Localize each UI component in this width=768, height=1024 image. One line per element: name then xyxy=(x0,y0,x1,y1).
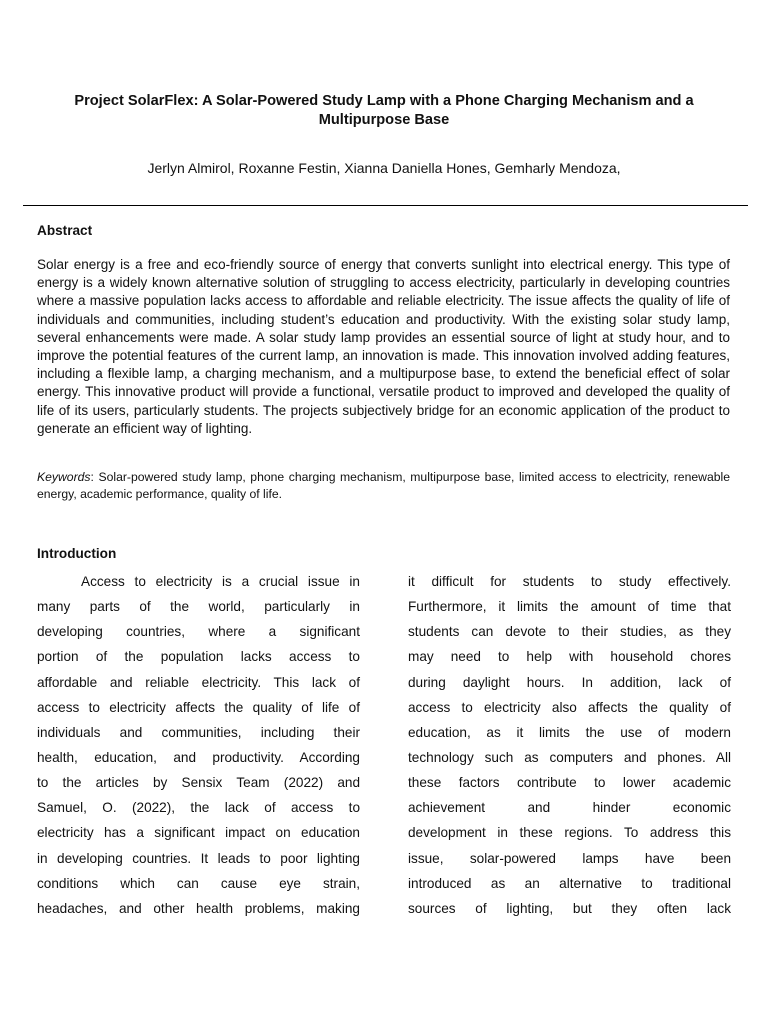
body-line: access to electricity affects the quality of life of xyxy=(37,699,360,715)
body-line: to the articles by Sensix Team (2022) and xyxy=(37,775,360,791)
keywords-text: : Solar-powered study lamp, phone charging mechanism, multipurpose base, limited access to electricity, renewable energy, academic performance, quality of life. xyxy=(37,470,730,501)
header-divider xyxy=(23,205,748,206)
body-line: development in these regions. To address this xyxy=(408,825,731,841)
body-line: electricity has a significant impact on education xyxy=(37,825,360,841)
body-line: Samuel, O. (2022), the lack of access to xyxy=(37,800,360,816)
body-line: access to electricity also affects the quality of xyxy=(408,699,731,715)
body-line: achievement and hinder economic xyxy=(408,800,731,816)
body-line: introduced as an alternative to traditional xyxy=(408,875,731,891)
body-line: portion of the population lacks access to xyxy=(37,649,360,665)
body-line: headaches, and other health problems, making xyxy=(37,900,360,916)
body-line: developing countries, where a significant xyxy=(37,624,360,640)
body-line: Access to electricity is a crucial issue in xyxy=(81,574,360,589)
body-line: issue, solar-powered lamps have been xyxy=(408,850,731,866)
keywords xyxy=(37,469,730,503)
author-list: Jerlyn Almirol, Roxanne Festin, Xianna Daniella Hones, Gemharly Mendoza, xyxy=(147,160,621,176)
body-line: students can devote to their studies, as they xyxy=(408,624,731,640)
body-line: affordable and reliable electricity. This lack of xyxy=(37,674,360,690)
introduction-left-column xyxy=(37,569,360,921)
body-line: in developing countries. It leads to poor lighting xyxy=(37,850,360,866)
abstract-heading: Abstract xyxy=(37,223,93,238)
body-line: technology such as computers and phones. All xyxy=(408,749,731,765)
body-line: Furthermore, it limits the amount of time that xyxy=(408,599,731,615)
introduction-right-column xyxy=(408,569,731,921)
body-line: education, as it limits the use of modern xyxy=(408,724,731,740)
body-line: conditions which can cause eye strain, xyxy=(37,875,360,891)
body-line: may need to help with household chores xyxy=(408,649,731,665)
body-line: many parts of the world, particularly in xyxy=(37,599,360,615)
paper-title: Project SolarFlex: A Solar-Powered Study Lamp with a Phone Charging Mechanism and a Multipurpose Base xyxy=(74,93,694,128)
body-line: health, education, and productivity. According xyxy=(37,749,360,765)
body-line: during daylight hours. In addition, lack of xyxy=(408,674,731,690)
keywords-label: Keywords xyxy=(37,470,91,484)
body-line: these factors contribute to lower academic xyxy=(408,775,731,791)
body-line: individuals and communities, including their xyxy=(37,724,360,740)
introduction-heading: Introduction xyxy=(37,546,117,561)
body-line: sources of lighting, but they often lack xyxy=(408,900,731,916)
body-line: it difficult for students to study effectively. xyxy=(408,574,731,589)
abstract-text: Solar energy is a free and eco-friendly source of energy that converts sunlight into electrical energy. This type of energy is a widely known alternative solution of struggling to access electricity, particularly in developing countries where a massive population lacks access to affordable and reliable electricity. The issue affects the quality of life of individuals and communities, including student’s education and productivity. With the existing solar study lamp, several enhancements were made. A solar study lamp provides an essential source of light at study hour, and to improve the potential features of the current lamp, an innovation is made. This innovation involved adding features, including a flexible lamp, a charging mechanism, and a multipurpose base, to extend the beneficial effect of solar energy. This innovative product will provide a functional, versatile product to improved and developed the quality of life of its users, particularly students. The projects subjectively bridge for an economic application of the product to generate an efficient way of lighting. xyxy=(37,257,730,436)
